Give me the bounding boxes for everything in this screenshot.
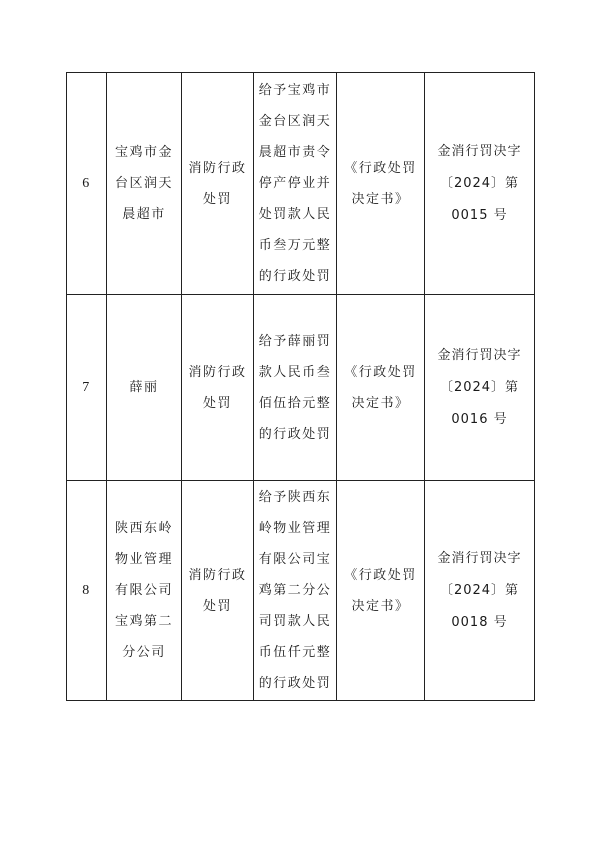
row-number: 8 [82,583,91,598]
penalty-type: 消防行政 处罚 [188,160,247,207]
type-cell [182,295,254,481]
document-number: 金消行罚决字 〔2024〕第 0018 号 [437,550,522,630]
table-row [67,295,535,481]
table-row [67,73,535,295]
party-cell [107,73,182,295]
row-number-cell [67,481,107,701]
penalty-content: 给予薛丽罚 款人民币叁 佰伍拾元整 的行政处罚 [258,333,332,442]
party-cell [107,481,182,701]
penalty-type: 消防行政 处罚 [188,364,247,411]
table-row [67,481,535,701]
penalty-table [66,72,535,701]
penalty-basis: 《行政处罚 决定书》 [344,364,417,411]
penalty-content: 给予陕西东 岭物业管理 有限公司宝 鸡第二分公 司罚款人民 币伍仟元整 的行政处罚 [258,490,332,691]
party-cell [107,295,182,481]
row-number-cell [67,73,107,295]
type-cell [182,73,254,295]
penalty-content: 给予宝鸡市 金台区润天 晨超市责令 停产停业并 处罚款人民 币叁万元整 的行政处罚 [258,83,332,284]
row-number: 7 [82,380,91,395]
docno-cell [425,73,535,295]
party-name: 宝鸡市金 台区润天 晨超市 [114,145,173,222]
content-cell [254,73,337,295]
row-number-cell [67,295,107,481]
document-number: 金消行罚决字 〔2024〕第 0015 号 [437,143,522,223]
penalty-basis: 《行政处罚 决定书》 [344,567,417,614]
party-name: 薛丽 [129,380,159,395]
basis-cell [337,73,425,295]
document-number: 金消行罚决字 〔2024〕第 0016 号 [437,347,522,427]
content-cell [254,481,337,701]
type-cell [182,481,254,701]
row-number: 6 [82,176,91,191]
docno-cell [425,295,535,481]
basis-cell [337,481,425,701]
content-cell [254,295,337,481]
party-name: 陕西东岭 物业管理 有限公司 宝鸡第二 分公司 [114,521,173,660]
docno-cell [425,481,535,701]
basis-cell [337,295,425,481]
penalty-type: 消防行政 处罚 [188,567,247,614]
penalty-basis: 《行政处罚 决定书》 [344,160,417,207]
